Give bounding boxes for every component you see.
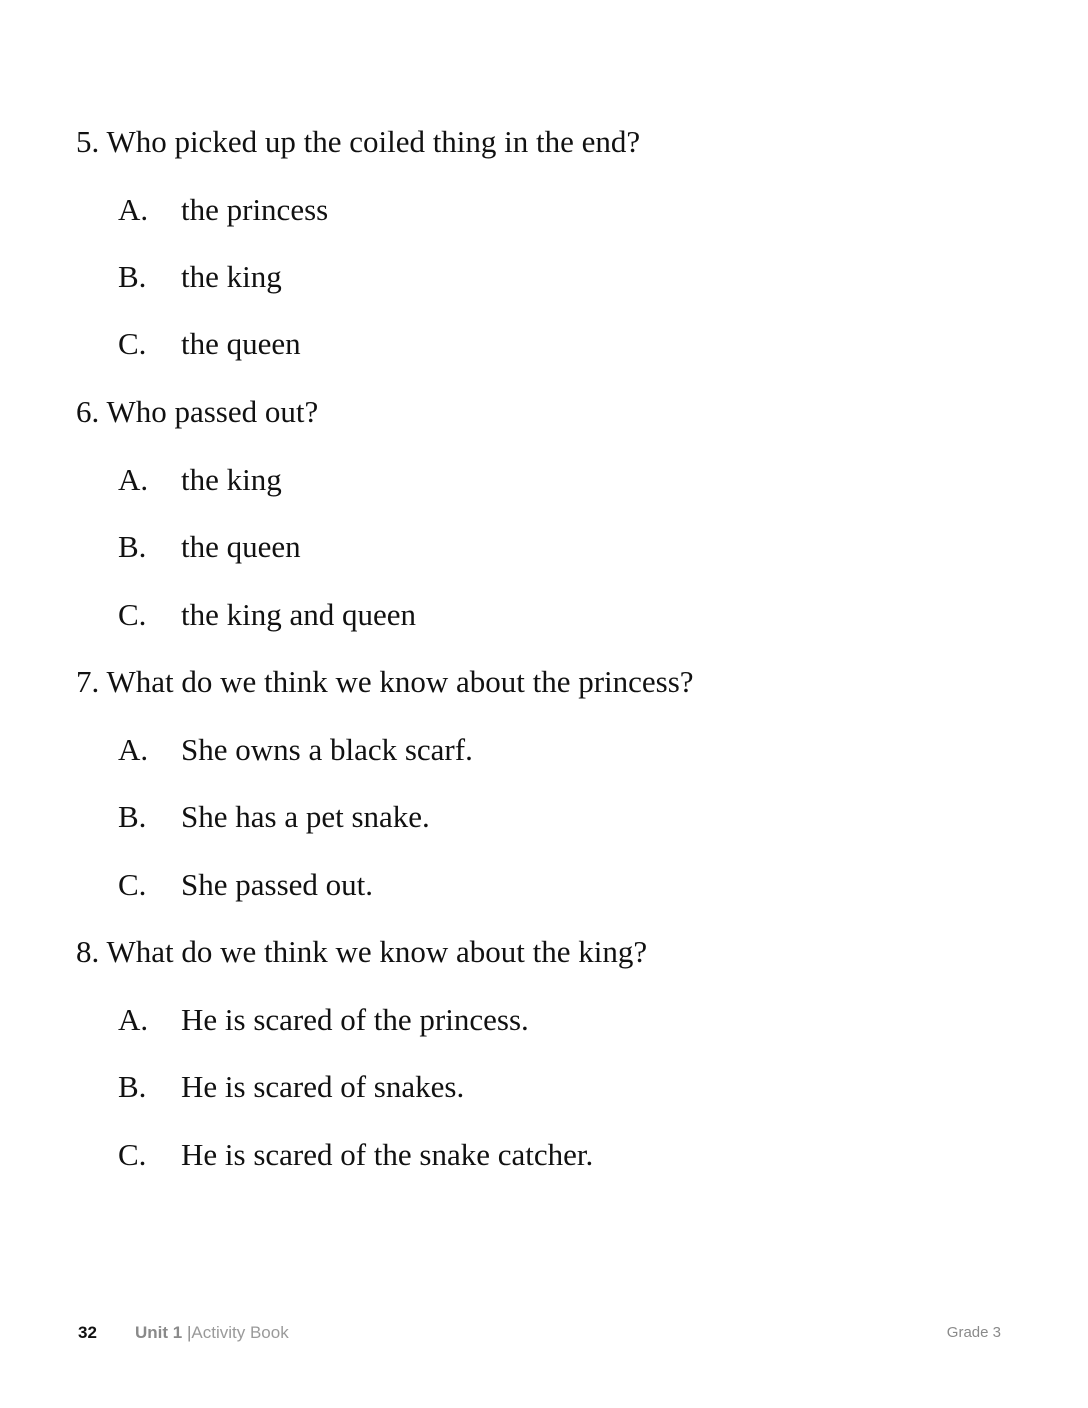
option-text: the queen (181, 326, 301, 361)
option-letter: B. (118, 1069, 147, 1104)
question-6-option-b (118, 529, 301, 565)
grade-label: Grade 3 (946, 1324, 1001, 1341)
option-letter: C. (118, 1137, 147, 1172)
question-6-option-a (118, 462, 282, 498)
book-label: Activity Book (191, 1323, 289, 1342)
option-text: the king and queen (181, 597, 417, 632)
option-letter: A. (118, 1002, 149, 1037)
question-7: 7. What do we think we know about the princess? (76, 664, 694, 699)
option-text: the king (181, 462, 282, 497)
question-8-option-c (118, 1137, 593, 1173)
unit-label: Unit 1 (135, 1323, 183, 1342)
option-letter: B. (118, 529, 147, 564)
option-letter: A. (118, 192, 149, 227)
option-text: the princess (181, 192, 329, 227)
option-text: the queen (181, 529, 301, 564)
question-8-option-a (118, 1002, 529, 1038)
question-8: 8. What do we think we know about the king? (76, 934, 648, 969)
footer-separator: | (186, 1323, 192, 1342)
option-letter: A. (118, 732, 149, 767)
option-text: She passed out. (181, 867, 374, 902)
option-text: He is scared of the princess. (181, 1002, 529, 1037)
option-text: She has a pet snake. (181, 799, 430, 834)
option-letter: C. (118, 597, 147, 632)
question-7-option-a (118, 732, 473, 768)
page-number: 32 (78, 1323, 97, 1342)
option-letter: A. (118, 462, 149, 497)
option-letter: C. (118, 867, 147, 902)
option-letter: C. (118, 326, 147, 361)
question-5: 5. Who picked up the coiled thing in the end? (76, 124, 641, 159)
option-letter: B. (118, 259, 147, 294)
option-text: He is scared of the snake catcher. (181, 1137, 594, 1172)
question-5-option-a (118, 192, 328, 228)
question-7-option-b (118, 799, 430, 835)
question-6-option-c (118, 597, 416, 633)
option-text: She owns a black scarf. (181, 732, 473, 767)
question-5-option-c (118, 326, 301, 362)
option-text: He is scared of snakes. (181, 1069, 465, 1104)
question-8-option-b (118, 1069, 464, 1105)
question-6: 6. Who passed out? (76, 394, 319, 429)
question-7-option-c (118, 867, 373, 903)
option-letter: B. (118, 799, 147, 834)
option-text: the king (181, 259, 282, 294)
question-5-option-b (118, 259, 282, 295)
footer-book-info (135, 1322, 289, 1344)
